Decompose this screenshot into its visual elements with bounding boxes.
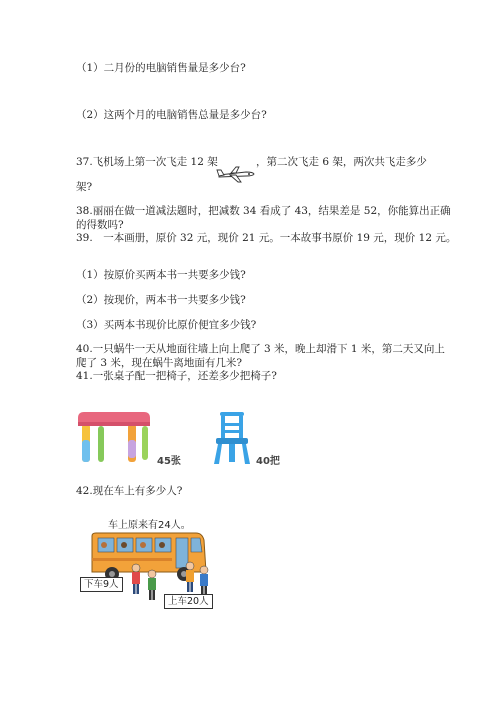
table-count-label: 45张 bbox=[157, 456, 181, 467]
off-bus-label: 下车9人 bbox=[80, 577, 123, 592]
q40-line1: 40.一只蜗牛一天从地面往墙上向上爬了 3 米，晚上却滑下 1 米，第二天又向上 bbox=[76, 343, 445, 355]
q38-line1: 38.丽丽在做一道减法题时，把减数 34 看成了 43，结果差是 52，你能算出正确 bbox=[76, 205, 451, 217]
q36-sub2: （2）这两个月的电脑销售总量是多少台? bbox=[76, 109, 267, 121]
q38-line2: 的得数吗? bbox=[76, 219, 124, 231]
q39-line1: 39. 一本画册，原价 32 元，现价 21 元。一本故事书原价 19 元，现价 12 元。 bbox=[76, 232, 457, 244]
q37-text-b: ，第二次飞走 6 架，两次共飞走多少 bbox=[256, 156, 427, 168]
chair-illustration bbox=[210, 410, 254, 466]
airplane-icon bbox=[216, 164, 256, 184]
q41-text: 41.一张桌子配一把椅子，还差多少把椅子? bbox=[76, 370, 277, 382]
q42-text: 42.现在车上有多少人? bbox=[76, 485, 183, 497]
on-bus-label: 上车20人 bbox=[164, 594, 213, 609]
q36-sub1: （1）二月份的电脑销售量是多少台? bbox=[76, 62, 246, 74]
bus-caption: 车上原来有24人。 bbox=[108, 520, 191, 531]
q40-line2: 爬了 3 米，现在蜗牛离地面有几米? bbox=[76, 357, 242, 369]
q37-text-a: 37.飞机场上第一次飞走 12 架 bbox=[76, 156, 218, 168]
q39-sub2: （2）按现价，两本书一共要多少钱? bbox=[76, 294, 246, 306]
q37-text-c: 架? bbox=[76, 181, 93, 193]
table-illustration bbox=[76, 410, 156, 468]
q39-sub1: （1）按原价买两本书一共要多少钱? bbox=[76, 269, 246, 281]
chair-count-label: 40把 bbox=[256, 456, 280, 467]
q39-sub3: （3）买两本书现价比原价便宜多少钱? bbox=[76, 319, 257, 331]
